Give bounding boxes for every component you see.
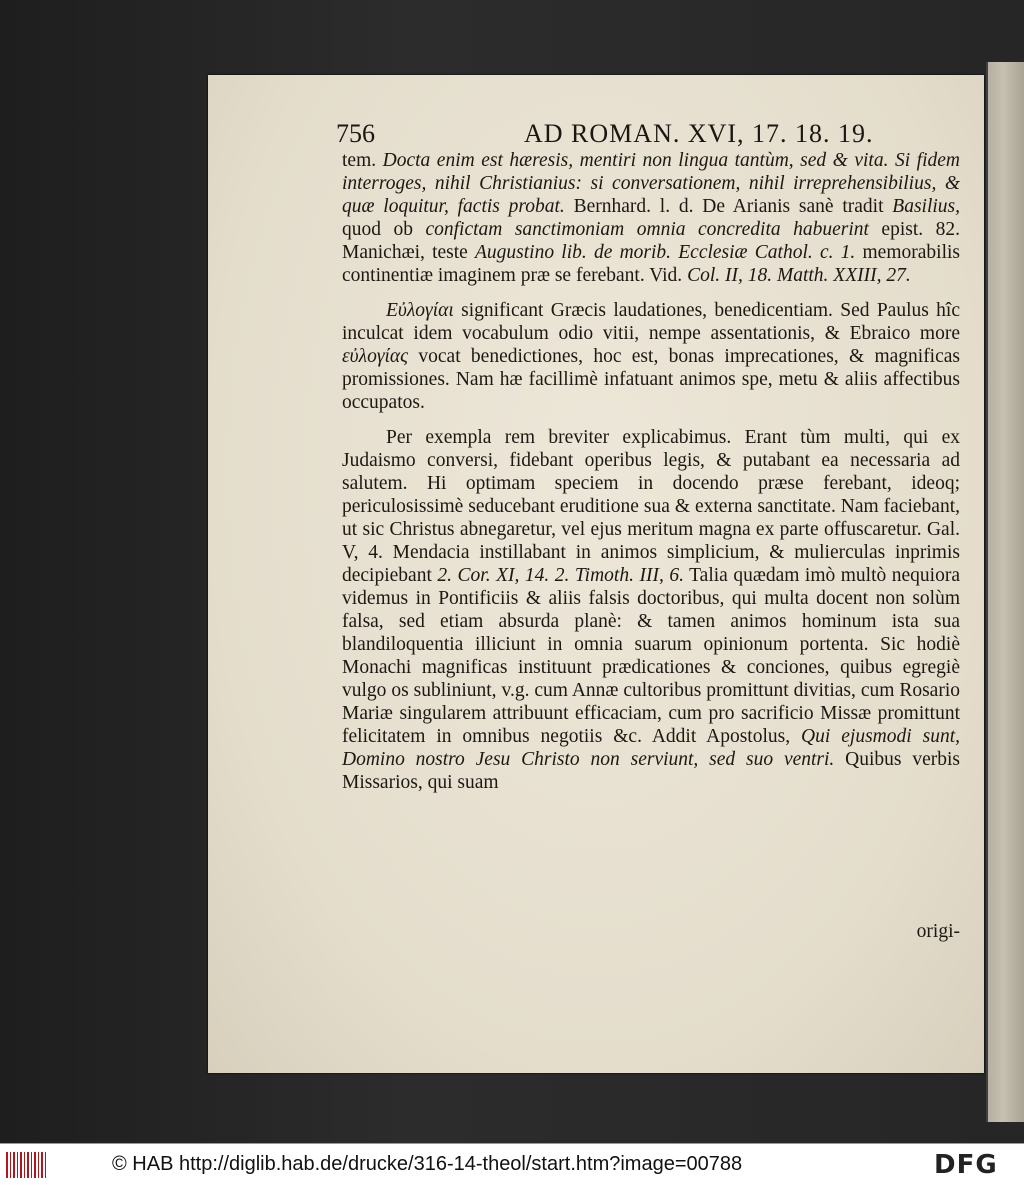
italic-run: Qui ejusmodi sunt, Domino nostro Jesu Christo non serviunt, sed suo ventri. xyxy=(342,726,960,770)
greek-word: εὐλογίας xyxy=(342,346,409,367)
text-run: Per exempla rem breviter explicabimus. Erant tùm multi, qui ex Judaismo conversi, fidebant operibus legis, & putabant ea necessaria ad salutem. Hi optimam speciem in docendo præse ferebant, ideoq; periculosissimè seducebant eruditione sua & externa sanctitate. Nam faciebant, ut sic Christus abnegaretur, vel ejus meritum magna ex parte offuscaretur. Gal. V, 4. Mendacia instillabant in animos simplicium, & mulierculas inprimis decipiebant xyxy=(342,427,960,586)
italic-run: 2. Cor. XI, 14. 2. Timoth. III, 6. xyxy=(437,565,684,586)
adjacent-page-edge xyxy=(986,62,1024,1122)
dfg-logo: DFG xyxy=(934,1150,998,1180)
running-head-title: AD ROMAN. XVI, 17. 18. 19. xyxy=(524,119,874,148)
text-run: Talia quædam imò multò nequiora videmus in Pontificiis & aliis falsis doctoribus, qui multa docent non solùm falsa, sed etiam absurda planè: & tamen animos hominum ista sua blandiloquentia illiciunt in omnia suarum opinionum portenta. Sic hodiè Monachi magnificas instituunt prædicationes & conciones, quibus egregiè vulgo os subliniunt, v.g. cum Annæ cultoribus promittunt divitias, cum Rosario Mariæ singularem attribuunt efficaciam, cum pro sacrificio Missæ promittunt felicitatem in omnibus negotiis &c. Addit Apostolus, xyxy=(342,565,960,747)
text-run: quod ob xyxy=(342,219,426,240)
text-run: tem. xyxy=(342,150,383,171)
body-text xyxy=(342,149,960,794)
paragraph-2 xyxy=(342,299,960,414)
italic-run: Docta enim est hæresis, mentiri non lingua tantùm, sed & vita. Si fidem interroges, nihil Christianius: si conversationem, nihil irreprehensibilius, & quæ loquitur, factis probat. xyxy=(342,150,960,217)
italic-run: Col. II, 18. Matth. XXIII, 27. xyxy=(687,265,911,286)
source-link[interactable]: © HAB http://diglib.hab.de/drucke/316-14-theol/start.htm?image=00788 xyxy=(112,1153,743,1175)
text-run: significant Græcis laudationes, benedicentiam. Sed Paulus hîc inculcat idem vocabulum odio vitii, nempe assentationis, & Ebraico more xyxy=(342,300,960,344)
text-run: memorabilis continentiæ imaginem præ se ferebant. Vid. xyxy=(342,242,960,286)
viewer-footer xyxy=(0,1143,1024,1186)
italic-run: Basilius, xyxy=(892,196,960,217)
barcode-icon xyxy=(6,1152,46,1178)
text-run: epist. 82. Manichæi, teste xyxy=(342,219,960,263)
greek-word: Εὐλογίαι xyxy=(386,300,454,321)
text-run: vocat benedictiones, hoc est, bonas imprecationes, & magnificas promissiones. Nam hæ facillimè infatuant animos spe, metu & aliis affectibus occupatos. xyxy=(342,346,960,413)
text-run: Quibus verbis Missarios, qui suam xyxy=(342,749,961,793)
italic-run: Augustino lib. de morib. Ecclesiæ Cathol. c. 1. xyxy=(475,242,856,263)
catchword: origi- xyxy=(916,921,960,942)
paragraph-3 xyxy=(342,426,960,794)
text-run: Bernhard. l. d. De Arianis sanè tradit xyxy=(564,196,893,217)
paragraph-1 xyxy=(342,149,960,287)
book-page xyxy=(208,75,984,1073)
italic-run: confictam sanctimoniam omnia concredita habuerint xyxy=(425,219,869,240)
page-number: 756 xyxy=(336,119,375,148)
